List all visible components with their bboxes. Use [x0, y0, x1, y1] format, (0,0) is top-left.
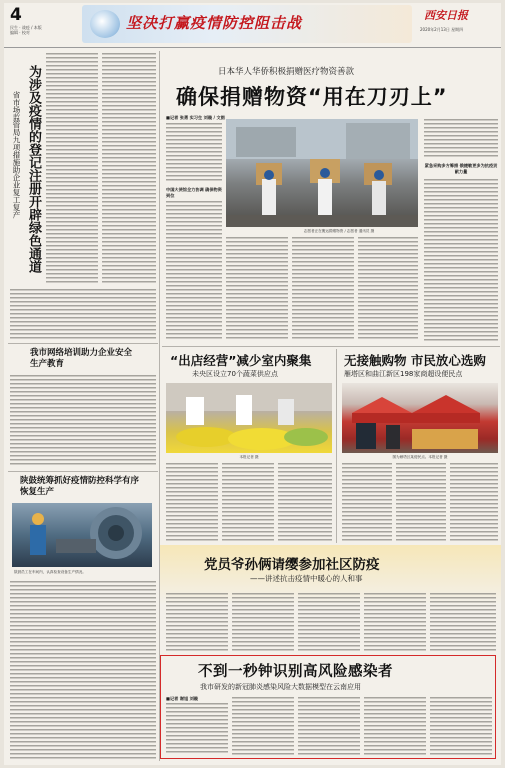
- lead-text-col2: [226, 237, 288, 341]
- banner-title: 坚决打赢疫情防控阻击战: [126, 14, 303, 32]
- community-text-3: [298, 593, 360, 651]
- lead-text-col1b: [166, 201, 222, 341]
- lead-text-col3: [292, 237, 354, 341]
- newspaper-page: [4, 3, 501, 765]
- mid-divider: [336, 349, 337, 543]
- page-meta: 民生 · 战疫 / 本版编辑 · 校对: [10, 25, 42, 35]
- mid-left-text-3: [278, 463, 332, 541]
- lead-text-col1: [166, 123, 222, 183]
- highlight-headline: 不到一秒钟识别高风险感染者: [198, 664, 393, 680]
- left-story3-headline: 陕鼓统筹抓好疫情防控科学有序恢复生产: [20, 476, 140, 497]
- mid-left-text-1: [166, 463, 218, 541]
- left-vertical-headline: 为涉及疫情的登记注册开辟绿色通道: [26, 65, 41, 273]
- mid-right-text-1: [342, 463, 392, 541]
- lead-photo-caption: 志愿者正在搬运捐赠物资 / 志愿者 通讯员 摄: [303, 229, 375, 233]
- left-story1-text-2: [102, 53, 156, 285]
- left-story2-text: [10, 375, 156, 467]
- mid-right-photo-caption: 图为雁塔区某便民点。本报记者 摄: [392, 455, 448, 459]
- community-text-4: [364, 593, 426, 651]
- vegetable-stall-illustration: [166, 383, 332, 453]
- page-number: 4: [10, 5, 22, 25]
- mid-right-photo: [342, 383, 498, 453]
- community-subhead: ——讲述抗击疫情中暖心的人和事: [250, 574, 363, 583]
- highlight-byline: ■记者 谢旭 刘璇: [166, 696, 198, 701]
- lead-inner-head: 中国大使馆全力协调 确保物资到位: [166, 187, 222, 198]
- masthead-logo: 西安日报: [424, 9, 468, 22]
- lead-headline: 确保捐赠物资“用在刀刃上”: [176, 85, 448, 109]
- globe-icon: [90, 10, 120, 38]
- highlight-text-3: [298, 697, 360, 755]
- banner: [82, 5, 412, 43]
- dateline: 2020年2月13日 星期四: [420, 27, 464, 32]
- left-divider-1: [8, 343, 158, 344]
- mid-left-headline: “出店经营”减少室内聚集: [170, 353, 312, 368]
- highlight-text-4: [364, 697, 426, 755]
- lead-text-right-top: [424, 119, 498, 159]
- mid-right-headline: 无接触购物 市民放心选购: [344, 353, 486, 368]
- left-vertical-subhead: 省市场监管局九项措施助企业复工复产: [12, 91, 21, 219]
- mid-left-text-2: [222, 463, 274, 541]
- lead-text-right: [424, 179, 498, 341]
- community-headline: 党员爷孙俩请缨参加社区防疫: [204, 557, 380, 573]
- mid-right-text-3: [450, 463, 498, 541]
- mid-right-subhead: 雁塔区和曲江新区198家商超设便民点: [344, 370, 463, 378]
- left-story3-text: [10, 581, 156, 759]
- mid-left-subhead: 未央区设立70个蔬菜供应点: [192, 370, 278, 378]
- community-text-5: [430, 593, 496, 651]
- left-story2-headline: 我市网络培训助力企业安全生产教育: [30, 348, 133, 369]
- page-header: [4, 3, 501, 49]
- lead-right-head: 紧急采购多方筹措 俄捷敏更多为抗疫贡献力量: [424, 163, 498, 174]
- lead-photo: [226, 119, 418, 227]
- mid-right-text-2: [396, 463, 446, 541]
- left-story1-text-3: [10, 289, 156, 339]
- highlight-text-5: [430, 697, 492, 755]
- lead-text-col4: [358, 237, 418, 341]
- left-factory-photo: [12, 503, 152, 567]
- highlight-text-1: [166, 703, 228, 755]
- left-photo-caption: 陕鼓员工在车间内，认真检查设备生产情况。: [14, 570, 86, 574]
- mid-left-photo: [166, 383, 332, 453]
- left-divider-2: [8, 471, 158, 472]
- community-text-1: [166, 593, 228, 651]
- mid-left-photo-caption: 本报记者 摄: [239, 455, 259, 459]
- lead-byline: ■记者 张勇 实习生 刘璇 / 文图: [166, 115, 225, 120]
- highlight-subhead: 我市研发的新冠肺炎感染风险大数据模型在云南应用: [200, 683, 361, 691]
- left-story1-text: [46, 53, 98, 285]
- volunteers-carrying-boxes: [226, 119, 418, 227]
- factory-worker-illustration: [12, 503, 152, 567]
- highlight-text-2: [232, 697, 294, 755]
- community-text-2: [232, 593, 294, 651]
- lead-kicker: 日本华人华侨积极捐赠医疗物资善款: [218, 67, 355, 77]
- lead-divider: [162, 346, 500, 347]
- supermarket-booth-illustration: [342, 383, 498, 453]
- header-rule: [4, 47, 501, 48]
